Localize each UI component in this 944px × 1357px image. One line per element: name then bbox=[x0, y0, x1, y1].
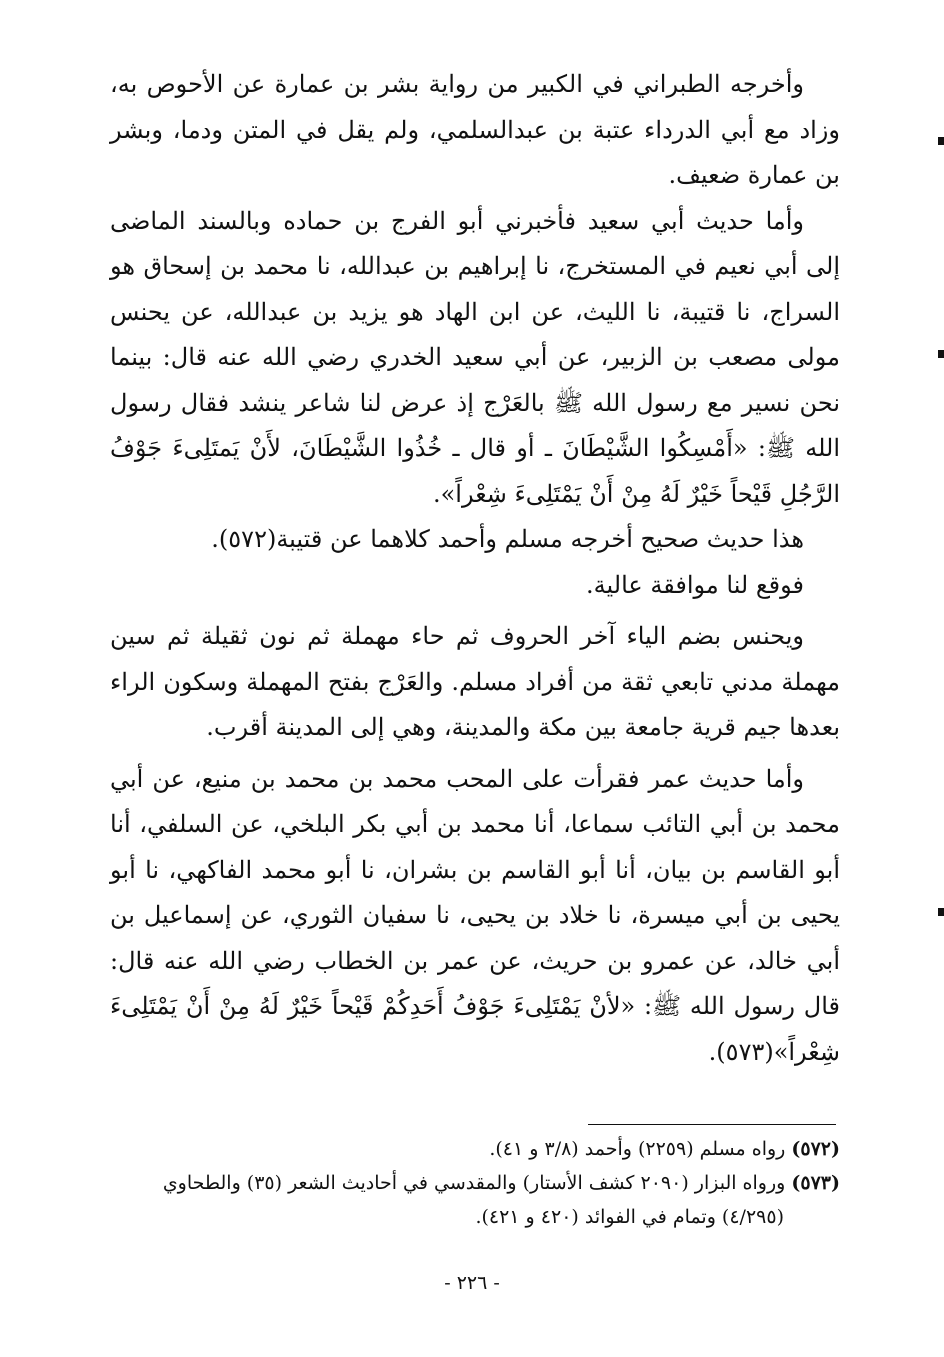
footnote-573-text: ورواه البزار (٢٠٩٠ كشف الأستار) والمقدسي في أحاديث الشعر (٣٥) والطحاوي bbox=[162, 1172, 786, 1194]
footnote-572-text: رواه مسلم (٢٢٥٩) وأحمد (٣/٨ و ٤١). bbox=[489, 1138, 786, 1160]
paragraph-umar-hadith: وأما حديث عمر فقرأت على المحب محمد بن محمد بن منيع، عن أبي محمد بن أبي التائب سماعا، أنا محمد بن أبي بكر البلخي، عن السلفي، أنا أبو القاسم بن بيان، أنا أبو القاسم بن بشران، نا أبو محمد الفاكهي، نا أبو يحيى بن أبي ميسرة، نا خلاد بن يحيى، نا سفيان الثوري، عن إسماعيل بن أبي خالد، عن عمرو بن حريث، عن عمر بن الخطاب رضي الله عنه قال: قال رسول الله ﷺ: «لأنْ يَمْتَلِىءَ جَوْفُ أَحَدِكُمْ قَيْحاً خَيْرٌ لَهُ مِنْ أَنْ يَمْتَلِىءَ شِعْراً»(٥٧٣). bbox=[110, 764, 841, 1066]
footnote-separator bbox=[588, 1124, 836, 1125]
footnote-573 bbox=[110, 1166, 840, 1200]
margin-mark bbox=[938, 908, 944, 916]
footnotes bbox=[110, 1132, 840, 1234]
footnote-573-number: (٥٧٣) bbox=[791, 1172, 840, 1194]
paragraph-yuhannis-note: ويحنس بضم الياء آخر الحروف ثم حاء مهملة ثم نون ثقيلة ثم سين مهملة مدني تابعي ثقة من أفراد مسلم. والعَرْج بفتح المهملة وسكون الراء بعدها جيم قرية جامعة بين مكة والمدينة، وهي إلى المدينة أقرب. bbox=[110, 622, 840, 741]
paragraph-abu-said-hadith: وأما حديث أبي سعيد فأخبرني أبو الفرج بن حماده وبالسند الماضى إلى أبي نعيم في المستخرج، نا إبراهيم بن عبدالله، نا محمد بن إسحاق هو السراج، نا قتيبة، نا الليث، عن ابن الهاد هو يزيد بن عبدالله، عن يحنس مولى مصعب بن الزبير، عن أبي سعيد الخدري رضي الله عنه قال: بينما نحن نسير مع رسول الله ﷺ بالعَرْج إذ عرض لنا شاعر ينشد فقال رسول الله ﷺ: «أَمْسِكُوا الشَّيْطَانَ ـ أو قال ـ خُذُوا الشَّيْطَانَ، لأَنْ يَمتَلِىءَ جَوْفُ الرَّجُلِ قَيْحاً خَيْرٌ لَهُ مِنْ أَنْ يَمْتَلِىءَ شِعْراً». bbox=[110, 206, 840, 508]
margin-mark bbox=[938, 350, 944, 358]
main-text bbox=[110, 62, 840, 1075]
paragraph-agreement: فوقع لنا موافقة عالية. bbox=[586, 570, 804, 599]
page-number: - ٢٢٦ - bbox=[444, 1272, 500, 1294]
paragraph-authentication: هذا حديث صحيح أخرجه مسلم وأحمد كلاهما عن قتيبة(٥٧٢). bbox=[211, 525, 804, 553]
footnote-572-number: (٥٧٢) bbox=[791, 1138, 840, 1160]
footnote-572 bbox=[110, 1132, 840, 1166]
footnote-573-continuation: (٤/٢٩٥) وتمام في الفوائد (٤٢٠ و ٤٢١). bbox=[475, 1206, 784, 1228]
margin-mark bbox=[938, 137, 944, 145]
paragraph-tabarani: وأخرجه الطبراني في الكبير من رواية بشر بن عمارة عن الأحوص به، وزاد مع أبي الدرداء عتبة بن عبدالسلمي، ولم يقل في المتن ودما، وبشر بن عمارة ضعيف. bbox=[110, 70, 840, 189]
